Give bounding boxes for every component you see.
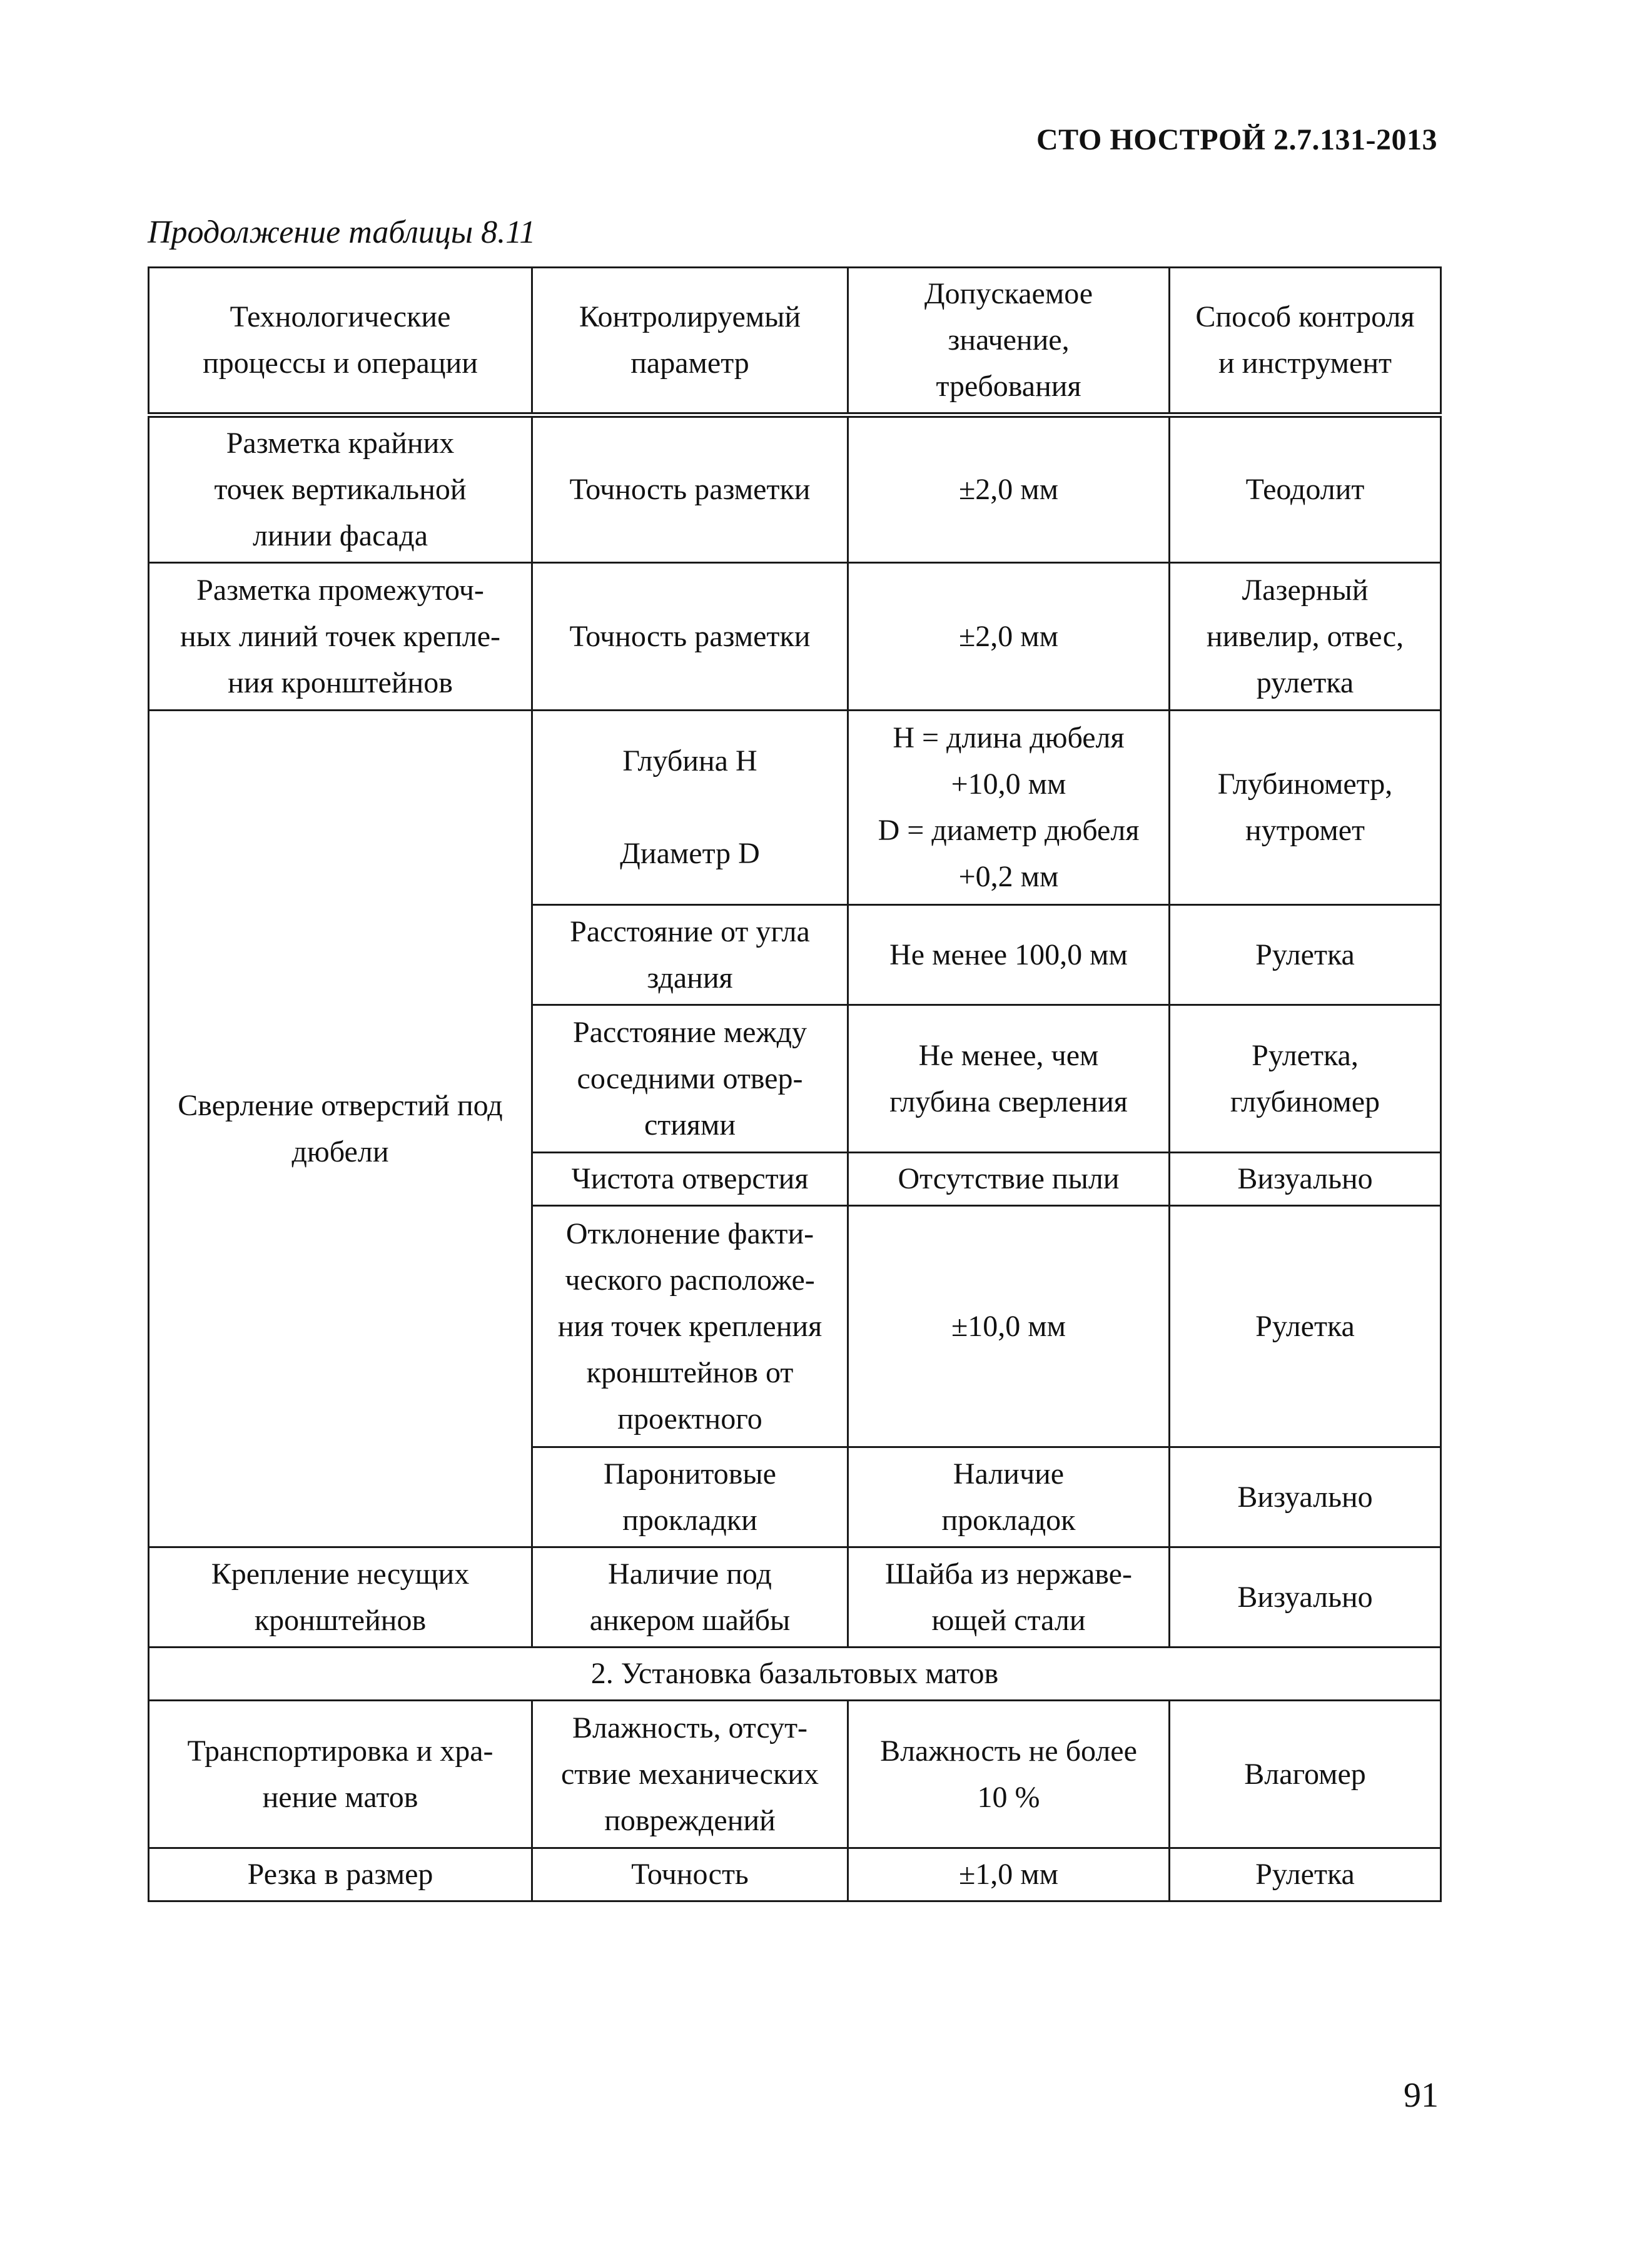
table-row xyxy=(149,1701,1441,1848)
cell-tool: Влагомер xyxy=(1170,1701,1441,1848)
table-row xyxy=(149,1547,1441,1648)
cell-parameter: Отклонение факти- ческого расположе- ния точек крепления кронштейнов от проектного xyxy=(532,1206,848,1447)
cell-tool: Рулетка xyxy=(1170,1848,1441,1901)
cell-parameter: Точность xyxy=(532,1848,848,1901)
cell-tool: Рулетка xyxy=(1170,905,1441,1005)
cell-value: ±1,0 мм xyxy=(848,1848,1170,1901)
cell-tool: Глубинометр, нутромет xyxy=(1170,711,1441,905)
cell-parameter: Точность разметки xyxy=(532,563,848,711)
cell-tool: Лазерный нивелир, отвес, рулетка xyxy=(1170,563,1441,711)
cell-operation: Разметка крайних точек вертикальной линии фасада xyxy=(149,415,532,563)
cell-value: ±2,0 мм xyxy=(848,563,1170,711)
cell-value: Влажность не более 10 % xyxy=(848,1701,1170,1848)
header-cell-control-method: Способ контроля и инструмент xyxy=(1170,268,1441,415)
document-code-header: СТО НОСТРОЙ 2.7.131-2013 xyxy=(1036,123,1437,156)
cell-parameter: Наличие под анкером шайбы xyxy=(532,1547,848,1648)
cell-parameter: Точность разметки xyxy=(532,415,848,563)
header-cell-process: Технологические процессы и операции xyxy=(149,268,532,415)
cell-value: Не менее 100,0 мм xyxy=(848,905,1170,1005)
table-header-row xyxy=(149,268,1441,415)
cell-operation-drilling: Сверление отверстий под дюбели xyxy=(149,711,532,1547)
page-number: 91 xyxy=(1404,2076,1439,2115)
cell-tool: Рулетка, глубиномер xyxy=(1170,1005,1441,1153)
cell-operation: Разметка промежуточ- ных линий точек крепле- ния кронштейнов xyxy=(149,563,532,711)
cell-tool: Визуально xyxy=(1170,1447,1441,1547)
cell-value: Не менее, чем глубина сверления xyxy=(848,1005,1170,1153)
table-row xyxy=(149,1848,1441,1901)
cell-operation: Транспортировка и хра- нение матов xyxy=(149,1701,532,1848)
section-heading: 2. Установка базальтовых матов xyxy=(149,1648,1441,1701)
table-continuation-caption: Продолжение таблицы 8.11 xyxy=(148,215,536,250)
cell-value: Шайба из нержаве- ющей стали xyxy=(848,1547,1170,1648)
table-section-row xyxy=(149,1648,1441,1701)
cell-operation: Резка в размер xyxy=(149,1848,532,1901)
cell-tool: Теодолит xyxy=(1170,415,1441,563)
cell-tool: Рулетка xyxy=(1170,1206,1441,1447)
cell-parameter: Глубина Н Диаметр D xyxy=(532,711,848,905)
table-row xyxy=(149,563,1441,711)
cell-parameter: Чистота отверстия xyxy=(532,1153,848,1206)
cell-tool: Визуально xyxy=(1170,1153,1441,1206)
cell-value: ±2,0 мм xyxy=(848,415,1170,563)
cell-value: ±10,0 мм xyxy=(848,1206,1170,1447)
cell-value: Наличие прокладок xyxy=(848,1447,1170,1547)
table-row xyxy=(149,711,1441,905)
cell-parameter: Расстояние от угла здания xyxy=(532,905,848,1005)
control-table xyxy=(148,266,1442,1902)
cell-parameter: Влажность, отсут- ствие механических повреждений xyxy=(532,1701,848,1848)
cell-value: Отсутствие пыли xyxy=(848,1153,1170,1206)
cell-parameter: Паронитовые прокладки xyxy=(532,1447,848,1547)
header-cell-allowed-value: Допускаемое значение, требования xyxy=(848,268,1170,415)
cell-tool: Визуально xyxy=(1170,1547,1441,1648)
cell-value: Н = длина дюбеля +10,0 мм D = диаметр дюбеля +0,2 мм xyxy=(848,711,1170,905)
header-cell-parameter: Контролируемый параметр xyxy=(532,268,848,415)
table-row xyxy=(149,415,1441,563)
cell-parameter: Расстояние между соседними отвер- стиями xyxy=(532,1005,848,1153)
cell-operation: Крепление несущих кронштейнов xyxy=(149,1547,532,1648)
